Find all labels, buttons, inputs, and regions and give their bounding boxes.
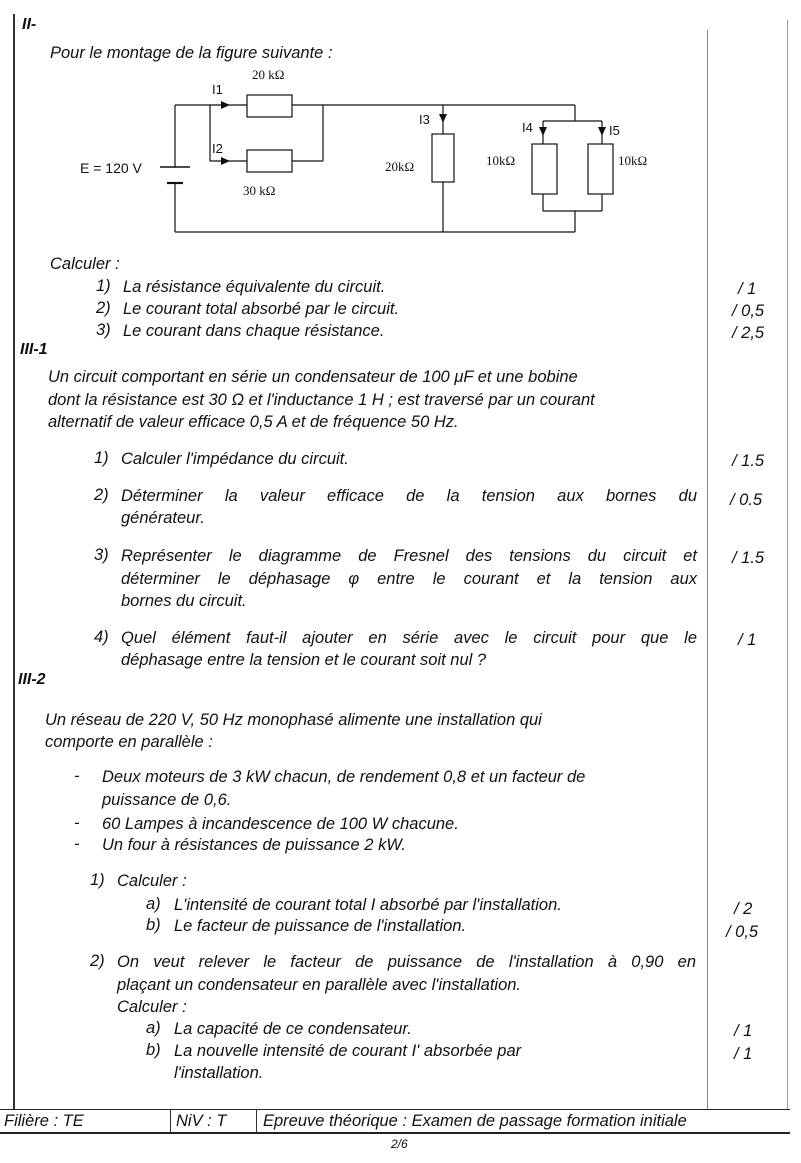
question-number: 3) — [96, 321, 111, 339]
section-heading: II- — [22, 16, 37, 33]
question-text: plaçant un condensateur en parallèle avec l'installation. — [117, 976, 522, 994]
bullet-dash: - — [74, 835, 80, 853]
question-text: déterminer le déphasage φ entre le courant et la tension aux — [121, 570, 697, 588]
item-letter: b) — [146, 1041, 161, 1059]
section-intro-line: Un réseau de 220 V, 50 Hz monophasé alimente une installation qui — [45, 711, 542, 729]
item-score: / 2 — [734, 900, 753, 918]
current-i4-label: I4 — [522, 120, 533, 135]
item-text: La nouvelle intensité de courant I' absorbée par — [174, 1042, 522, 1060]
question-number: 3) — [94, 546, 109, 564]
footer-top-rule — [0, 1109, 790, 1110]
arrow-i5 — [598, 127, 606, 136]
item-letter: a) — [146, 895, 161, 913]
resistor-r4 — [532, 144, 557, 194]
item-text: l'installation. — [174, 1064, 264, 1082]
section-intro-line: Un circuit comportant en série un condensateur de 100 μF et une bobine — [48, 368, 578, 386]
item-text: L'intensité de courant total I absorbé par l'installation. — [174, 896, 562, 914]
footer-filiere: Filière : TE — [4, 1112, 84, 1130]
bullet-text: 60 Lampes à incandescence de 100 W chacune. — [102, 815, 459, 833]
bullet-dash: - — [74, 814, 80, 832]
item-score: / 1 — [734, 1045, 753, 1063]
resistor-r4-label: 10kΩ — [486, 153, 516, 168]
section-intro-line: comporte en parallèle : — [45, 733, 213, 751]
score-column-divider — [707, 30, 708, 1110]
question-number: 2) — [90, 952, 105, 970]
arrow-i1 — [221, 101, 230, 109]
bullet-dash: - — [74, 767, 80, 785]
section-heading: III-1 — [20, 341, 48, 358]
question-text: Calculer l'impédance du circuit. — [121, 450, 349, 468]
section-intro-line: alternatif de valeur efficace 0,5 A et de fréquence 50 Hz. — [48, 413, 459, 431]
question-text: Représenter le diagramme de Fresnel des tensions du circuit et — [121, 547, 697, 565]
resistor-r2 — [247, 150, 292, 172]
arrow-i4 — [539, 127, 547, 136]
current-i3-label: I3 — [419, 112, 430, 127]
arrow-i2 — [221, 157, 230, 165]
calculate-label: Calculer : — [117, 872, 187, 890]
question-score: / 1 — [738, 280, 757, 298]
footer-divider — [256, 1109, 257, 1133]
source-label: E = 120 V — [80, 160, 142, 176]
page-number: 2/6 — [391, 1137, 408, 1151]
item-score: / 1 — [734, 1022, 753, 1040]
arrow-i3 — [439, 114, 447, 123]
resistor-r3-label: 20kΩ — [385, 159, 415, 174]
resistor-r1 — [247, 95, 292, 117]
question-text: La résistance équivalente du circuit. — [123, 278, 386, 296]
resistor-r1-label: 20 kΩ — [252, 67, 285, 82]
question-score: / 0,5 — [732, 302, 765, 320]
question-score: / 1 — [738, 631, 757, 649]
question-number: 1) — [94, 449, 109, 467]
section-intro: Pour le montage de la figure suivante : — [50, 44, 333, 62]
footer-niveau: NiV : T — [176, 1112, 227, 1130]
question-number: 1) — [90, 871, 105, 889]
question-number: 4) — [94, 628, 109, 646]
resistor-r5 — [588, 144, 613, 194]
question-text: Déterminer la valeur efficace de la tension aux bornes du — [121, 487, 697, 505]
current-i2-label: I2 — [212, 141, 223, 156]
footer-epreuve: Epreuve théorique : Examen de passage formation initiale — [263, 1112, 687, 1130]
question-number: 2) — [94, 486, 109, 504]
question-text: On veut relever le facteur de puissance de l'installation à 0,90 en — [117, 953, 696, 971]
footer-divider — [170, 1109, 171, 1133]
circuit-diagram — [60, 62, 680, 242]
calculate-label: Calculer : — [117, 998, 187, 1016]
resistor-r2-label: 30 kΩ — [243, 183, 276, 198]
section-heading: III-2 — [18, 671, 46, 688]
current-i5-label: I5 — [609, 123, 620, 138]
item-text: La capacité de ce condensateur. — [174, 1020, 412, 1038]
question-text: bornes du circuit. — [121, 592, 247, 610]
question-text: Quel élément faut-il ajouter en série avec le circuit pour que le — [121, 629, 697, 647]
question-text: générateur. — [121, 509, 205, 527]
item-text: Le facteur de puissance de l'installation. — [174, 917, 467, 935]
resistor-r3 — [432, 134, 454, 182]
resistor-r5-label: 10kΩ — [618, 153, 648, 168]
item-letter: a) — [146, 1019, 161, 1037]
question-score: / 1.5 — [732, 549, 765, 567]
current-i1-label: I1 — [212, 82, 223, 97]
footer-bottom-rule — [0, 1132, 790, 1134]
bullet-text: Deux moteurs de 3 kW chacun, de rendement 0,8 et un facteur de — [102, 768, 586, 786]
question-text: Le courant total absorbé par le circuit. — [123, 300, 400, 318]
question-score: / 2,5 — [732, 324, 765, 342]
question-score: / 1.5 — [732, 452, 765, 470]
question-number: 2) — [96, 299, 111, 317]
bullet-text: puissance de 0,6. — [102, 791, 232, 809]
item-letter: b) — [146, 916, 161, 934]
item-score: / 0,5 — [726, 923, 759, 941]
bullet-text: Un four à résistances de puissance 2 kW. — [102, 836, 406, 854]
calculate-label: Calculer : — [50, 255, 120, 273]
section-intro-line: dont la résistance est 30 Ω et l'inductance 1 H ; est traversé par un courant — [48, 391, 595, 409]
question-score: / 0.5 — [730, 491, 763, 509]
question-number: 1) — [96, 277, 111, 295]
left-border — [13, 14, 15, 1110]
question-text: Le courant dans chaque résistance. — [123, 322, 385, 340]
right-border — [787, 20, 788, 1110]
question-text: déphasage entre la tension et le courant soit nul ? — [121, 651, 487, 669]
